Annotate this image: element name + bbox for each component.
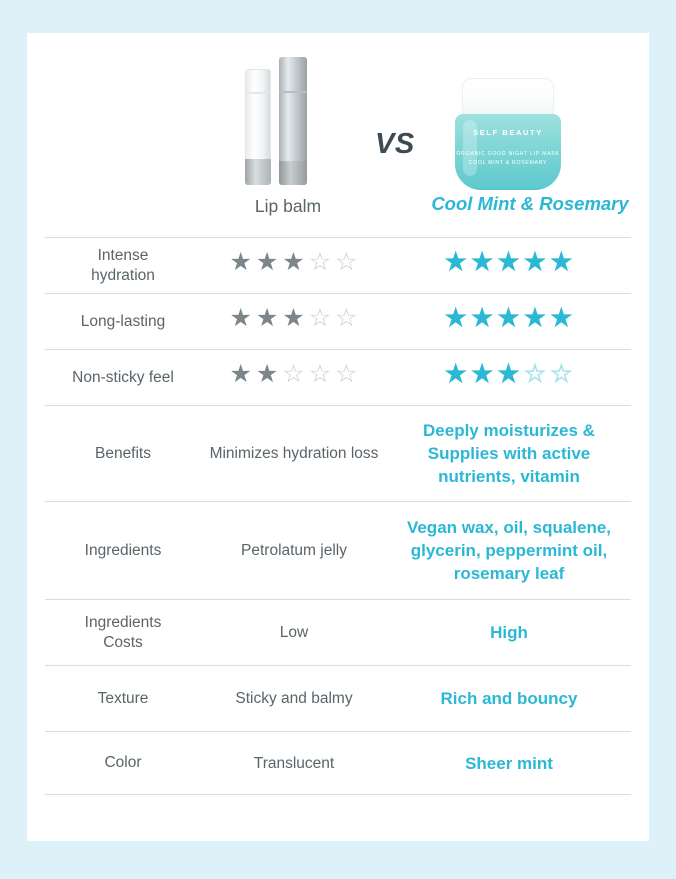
product-a-name: Lip balm [254,196,322,216]
star-icon: ★ [255,304,280,332]
product-a-rating [201,362,387,393]
stick-cap [279,161,307,185]
jar-description-line-2: COOL MINT & ROSEMARY [468,160,548,166]
lip-mask-jar-image [455,78,561,190]
star-icon: ★ [497,304,521,332]
jar-brand-text: SELF BEAUTY [473,128,543,137]
star-outline-icon: ☆ [335,360,359,388]
star-icon: ★ [229,360,253,388]
star-icon: ★ [497,248,521,276]
product-a-value: Low [279,624,309,641]
feature-label [45,246,201,286]
page-frame-top [0,0,676,33]
star-outline-icon: ☆ [523,360,548,388]
star-icon: ★ [550,248,574,276]
table-row [45,237,631,293]
content-sheet [27,33,649,841]
table-row [45,405,631,501]
star-outline-icon: ☆ [282,360,306,388]
star-icon: ★ [282,304,306,332]
page-frame-right [649,0,676,879]
stick-seam [245,92,271,94]
product-b-value: Sheer mint [465,753,553,773]
lip-balm-stick-grey [279,57,307,185]
feature-label-line-1: Intense [97,246,149,264]
star-icon: ★ [229,304,253,332]
star-outline-icon: ☆ [308,360,333,388]
star-outline-icon: ☆ [335,248,359,276]
feature-label-line-1: Ingredients [84,613,162,631]
jar-lid [462,78,554,118]
star-icon: ★ [470,304,495,332]
jar-description-text [455,150,561,168]
product-b-name: Cool Mint & Rosemary [431,193,629,214]
feature-label [45,613,201,653]
feature-label-line-2: Costs [103,633,143,651]
star-outline-icon: ☆ [335,304,359,332]
product-a-value: Translucent [253,754,335,772]
feature-label: Long-lasting [80,312,166,330]
feature-label: Color [104,754,142,771]
star-icon: ★ [497,360,521,388]
jar-body [455,114,561,190]
table-row [45,293,631,349]
star-outline-icon: ☆ [308,304,333,332]
star-icon: ★ [523,248,548,276]
comparison-table [45,237,631,795]
table-row [45,349,631,405]
product-b-rating [387,250,631,281]
comparison-header [27,33,649,233]
product-a-value: Petrolatum jelly [241,542,347,559]
product-b-value: High [490,623,528,642]
star-icon: ★ [444,360,468,388]
feature-label: Benefits [94,444,151,462]
stick-seam [279,91,307,93]
product-a-value: Minimizes hydration loss [209,445,379,462]
stick-cap [245,159,271,185]
star-icon: ★ [470,248,495,276]
feature-label: Texture [97,689,149,707]
page-frame-bottom [0,841,676,879]
star-outline-icon: ☆ [550,360,574,388]
star-icon: ★ [255,248,280,276]
star-icon: ★ [444,248,468,276]
star-icon: ★ [282,248,306,276]
product-b-value: Deeply moisturizes & Supplies with active nutrients, vitamin [423,421,595,486]
vs-label: VS [375,128,415,160]
star-icon: ★ [470,360,495,388]
star-icon: ★ [550,304,574,332]
star-icon: ★ [229,248,253,276]
table-row [45,665,631,731]
table-row [45,731,631,795]
lip-balm-stick-white [245,69,271,185]
product-a-value: Sticky and balmy [235,690,353,707]
star-icon: ★ [523,304,548,332]
star-outline-icon: ☆ [308,248,333,276]
product-b-rating [387,306,631,337]
feature-label: Ingredients [84,541,162,559]
star-icon: ★ [255,360,280,388]
feature-label: Non-sticky feel [72,368,174,386]
product-b-rating [387,362,631,393]
feature-label-line-2: hydration [91,266,155,284]
table-row [45,501,631,599]
product-a-rating [201,250,387,281]
product-b-value: Vegan wax, oil, squalene, glycerin, peppermint oil, rosemary leaf [406,518,612,583]
star-icon: ★ [444,304,468,332]
product-b-value: Rich and bouncy [440,689,578,708]
jar-description-line-1: ORGANIC GOOD NIGHT LIP MASK [456,151,560,157]
table-row [45,599,631,665]
page-frame-left [0,0,27,879]
lip-balm-sticks-image [223,55,353,185]
product-a-rating [201,306,387,337]
